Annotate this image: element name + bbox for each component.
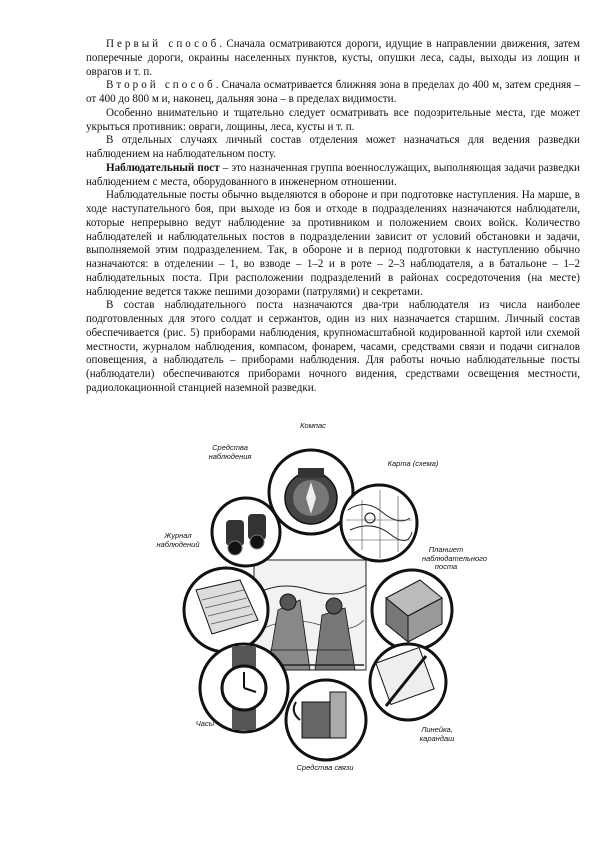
ruler-pencil-icon (370, 644, 446, 720)
method-1-lead: Первый способ (106, 38, 220, 50)
paragraph-2: Второй способ. Сначала осматривается ближняя зона в пределах до 400 м, затем средняя – от 400 до 800 м и, наконец, дальняя зона – в пределах видимости. (86, 79, 580, 105)
paragraph-3: Особенно внимательно и тщательно следует осматривать все подозрительные места, где может укрыться противник: овраги, лощины, леса, кусты и т. п. (86, 106, 580, 133)
paragraph-6: Наблюдательные посты обычно выделяются в обороне и при подготовке наступления. На марше, в ходе наступательного боя, при выходе из боя и отходе в подразделениях назначаются наблюдатели, которые непрерывно ведут наблюдение за противником и положением своих войск. Количество наблюдателей и наблюдательных постов в подразделении зависит от условий обстановки и задачи, выполняемой этим подразделением. Так, в обороне и в период подготовки к наступлению обычно назначаются: в отделении – 1, во взводе – 1–2 и в роте – 2–3 наблюдателя, а в батальоне – 1–2 наблюдательных поста. При расположении подразделений в районах сосредоточения (на месте) наблюдение ведется также пешими дозорами (патрулями) и секретами. (86, 189, 580, 298)
paragraph-4: В отдельных случаях личный состав отделения может назначаться для ведения разведки наблюдением на наблюдательном посту. (86, 134, 580, 160)
label-journal: Журнал наблюдений (156, 531, 200, 549)
radio-icon (286, 680, 366, 760)
label-watch: Часы (195, 719, 215, 728)
definition-term: Наблюдательный пост (106, 161, 220, 174)
label-map: Карта (схема) (387, 459, 439, 468)
paragraph-7: В состав наблюдательного поста назначаются два-три наблюдателя из числа наиболее подготовленных для этого солдат и сержантов, один из них назначается старшим. Личный состав обеспечивается (рис. 5) приборами наблюдения, крупномасштабной кодированной картой или схемой местности, журналом наблюдения, компасом, фонарем, часами, средствами связи и подачи сигналов оповещения, а наблюдатель – приборами наблюдения. Для работы ночью наблюдательные посты (наблюдатели) обеспечиваются приборами ночного видения, средствами освещения местности, радиолокационной станцией наземной разведки. (86, 299, 580, 394)
label-comms: Средства связи (296, 763, 354, 772)
journal-icon (184, 568, 268, 652)
label-ruler: Линейка, карандаш (419, 725, 455, 743)
map-icon (341, 485, 417, 561)
method-2-lead: Второй способ (106, 79, 216, 92)
label-tablet: Планшет наблюдательного поста (422, 545, 487, 571)
paragraph-5: Наблюдательный пост – это назначенная группа военнослужащих, выполняющая задачи разведки наблюдением с места, оборудованного в инженерном отношении. (86, 161, 580, 188)
paragraph-1: Первый способ. Сначала осматриваются дороги, идущие в направлении движения, затем поперечные дороги, окраины населенных пунктов, кусты, опушки леса, сады, выходы из лощин и оврагов и т. п. (86, 38, 580, 78)
label-compass: Компас (300, 421, 326, 430)
tablet-icon (372, 570, 452, 650)
observation-post-figure (150, 420, 487, 780)
body-text (86, 38, 580, 396)
binoculars-icon (212, 498, 280, 566)
label-observation-means: Средства наблюдения (208, 443, 252, 461)
